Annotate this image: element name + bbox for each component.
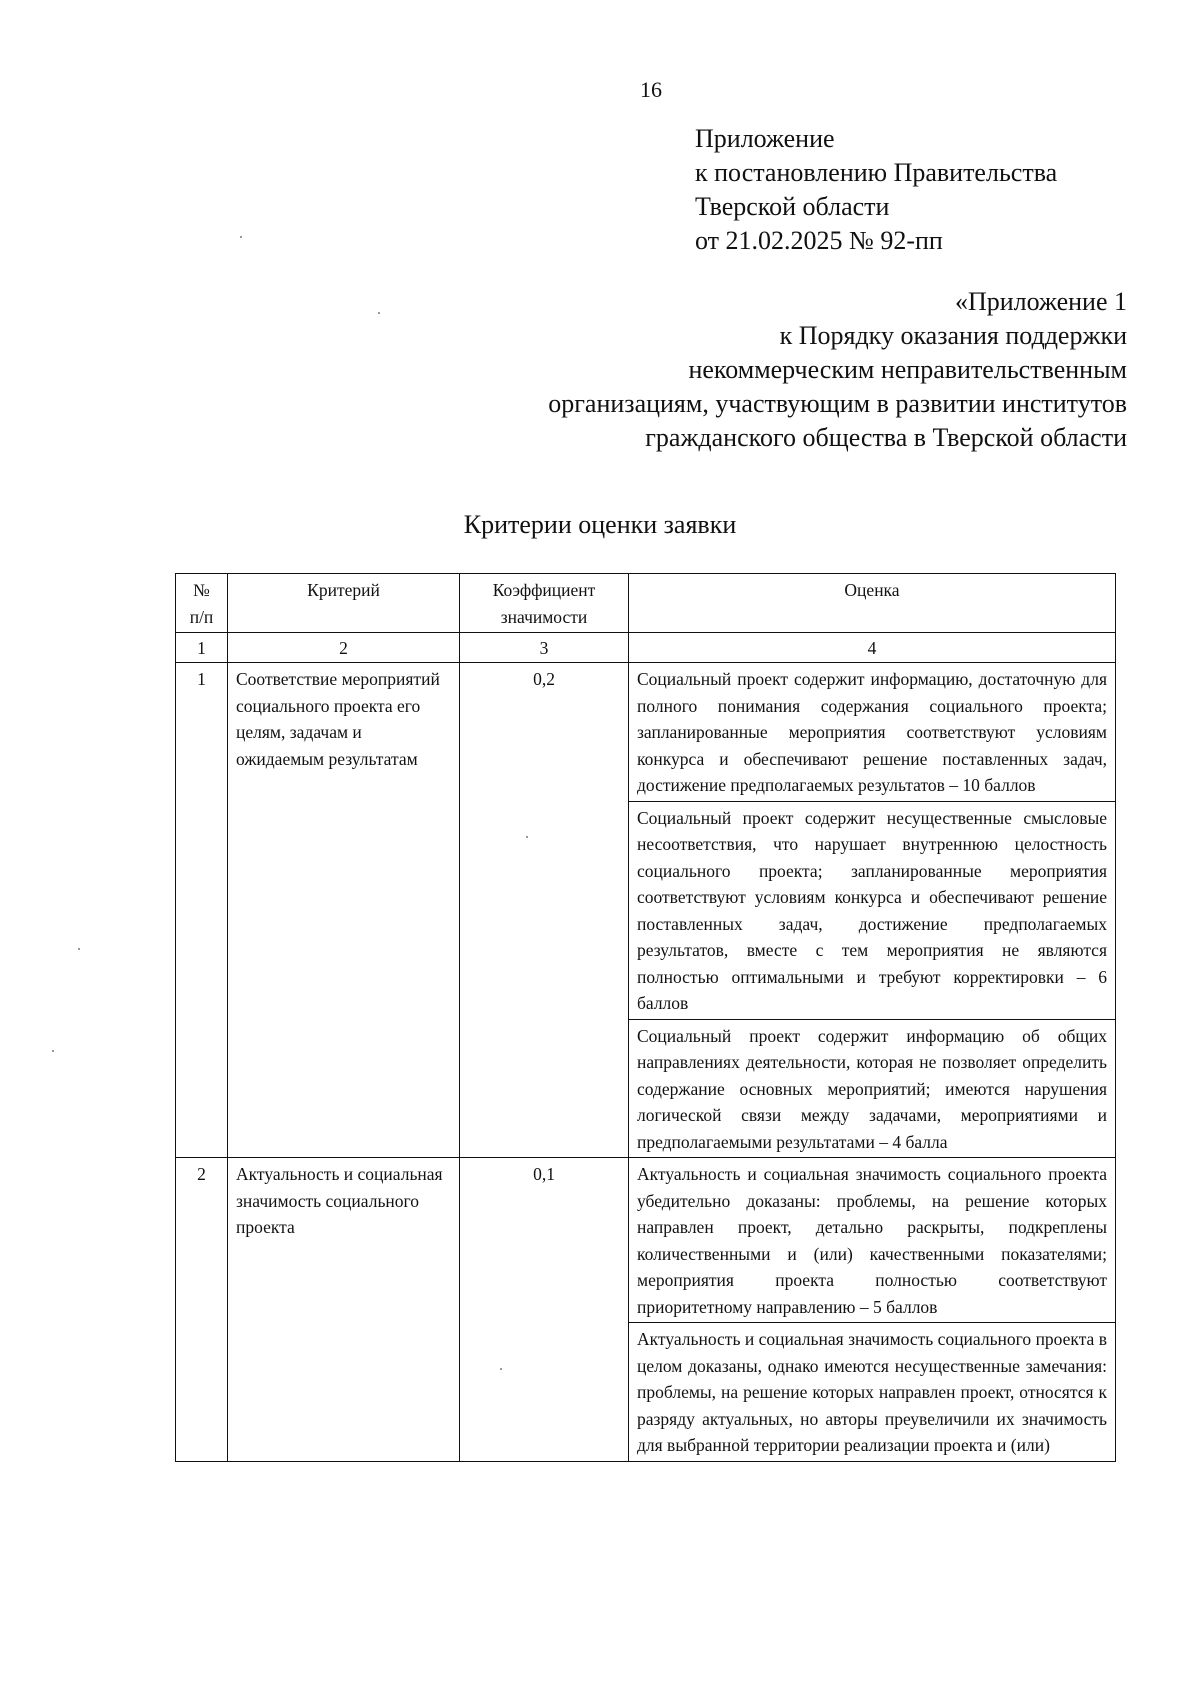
scan-speck: [526, 836, 528, 838]
scan-speck: [78, 948, 80, 950]
appendix-line: Тверской области: [695, 192, 890, 221]
row-number: 2: [176, 1158, 228, 1462]
column-number: 4: [629, 633, 1116, 663]
column-number: 2: [228, 633, 460, 663]
order-appendix-header: [548, 285, 1127, 455]
order-appendix-line: к Порядку оказания поддержки: [779, 321, 1127, 350]
order-appendix-line: «Приложение 1: [954, 287, 1127, 316]
table-header-row: [176, 574, 1116, 633]
score-cell: Социальный проект содержит несущественные смысловые несоответствия, что нарушает внутреннюю целостность социального проекта; запланированные мероприятия соответствуют условиям конкурса и обеспечивают решение поставленных задач, достижение предполагаемых результатов, вместе с тем мероприятия не являются полностью оптимальными и требуют корректировки – 6 баллов: [629, 801, 1116, 1019]
appendix-line: от 21.02.2025 № 92-пп: [695, 226, 943, 255]
criterion-cell: Соответствие мероприятий социального проекта его целям, задачам и ожидаемым результатам: [228, 663, 460, 1158]
page-number: 16: [640, 77, 662, 102]
appendix-line: к постановлению Правительства: [695, 158, 1058, 187]
criteria-table: [175, 573, 1116, 1462]
order-appendix-line: организациям, участвующим в развитии институтов: [548, 389, 1127, 418]
table-row: [176, 663, 1116, 802]
order-appendix-line: некоммерческим неправительственным: [688, 355, 1127, 384]
column-number: 1: [176, 633, 228, 663]
coefficient-cell: 0,1: [460, 1158, 629, 1462]
header-criterion: Критерий: [228, 574, 460, 633]
scan-speck: [500, 1368, 502, 1370]
scan-speck: [240, 236, 242, 238]
column-numbers-row: [176, 633, 1116, 663]
column-number: 3: [460, 633, 629, 663]
appendix-header: [695, 122, 1057, 258]
header-num: № п/п: [176, 574, 228, 633]
score-cell: Актуальность и социальная значимость социального проекта убедительно доказаны: проблемы, на решение которых направлен проект, детально раскрыты, подкреплены количественными и (или) качественными показателями; мероприятия проекта полностью соответствуют приоритетному направлению – 5 баллов: [629, 1158, 1116, 1323]
score-cell: Социальный проект содержит информацию об общих направлениях деятельности, которая не позволяет определить содержание основных мероприятий; имеются нарушения логической связи между задачами, мероприятиями и предполагаемыми результатами – 4 балла: [629, 1019, 1116, 1158]
appendix-line: Приложение: [695, 124, 835, 153]
document-title: Критерии оценки заявки: [463, 510, 737, 539]
row-number: 1: [176, 663, 228, 1158]
score-cell: Актуальность и социальная значимость социального проекта в целом доказаны, однако имеются несущественные замечания: проблемы, на решение которых направлен проект, относятся к разряду актуальных, но авторы преувеличили их значимость для выбранной территории реализации проекта и (или): [629, 1323, 1116, 1462]
score-cell: Социальный проект содержит информацию, достаточную для полного понимания содержания социального проекта; запланированные мероприятия соответствуют условиям конкурса и обеспечивают решение поставленных задач, достижение предполагаемых результатов – 10 баллов: [629, 663, 1116, 802]
header-score: Оценка: [629, 574, 1116, 633]
scan-speck: [378, 312, 380, 314]
coefficient-cell: 0,2: [460, 663, 629, 1158]
table-row: [176, 1158, 1116, 1323]
criterion-cell: Актуальность и социальная значимость социального проекта: [228, 1158, 460, 1462]
order-appendix-line: гражданского общества в Тверской области: [645, 423, 1127, 452]
scan-speck: [52, 1050, 54, 1052]
header-coefficient: Коэффициент значимости: [460, 574, 629, 633]
